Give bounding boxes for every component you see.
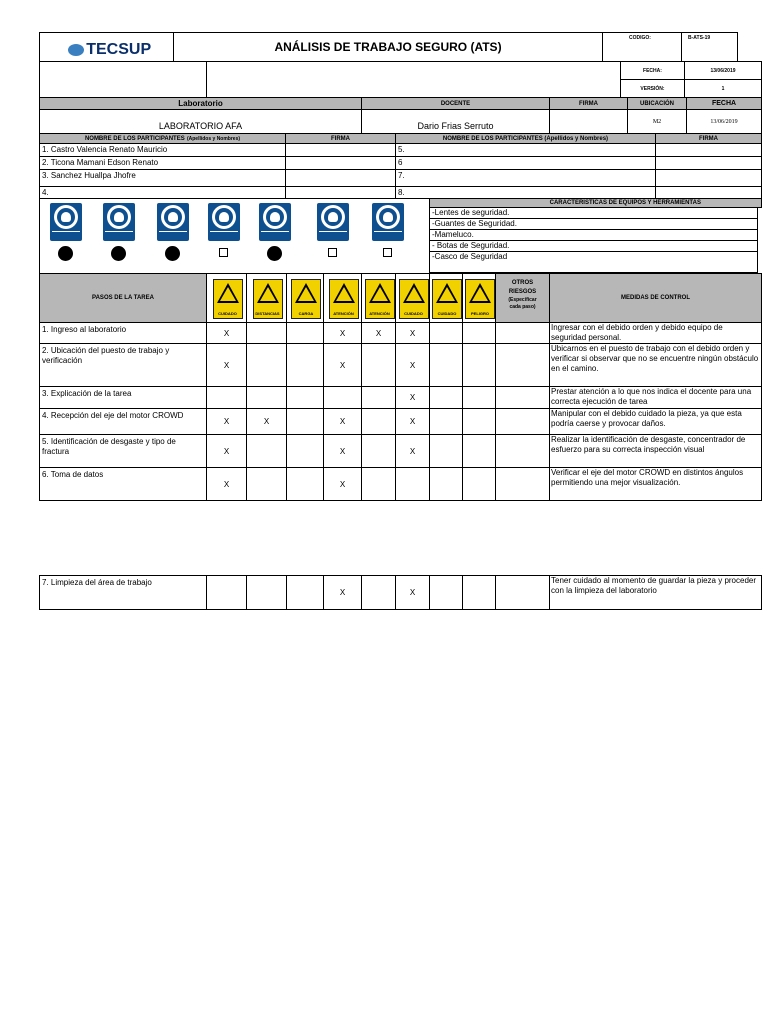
hazard-mark-cell xyxy=(462,322,496,344)
hazard-mark-cell xyxy=(246,575,287,610)
fecha-label: FECHA: xyxy=(643,67,662,74)
hazard-mark-cell xyxy=(286,322,324,344)
pasos-header xyxy=(39,273,207,323)
hazard-mark-cell xyxy=(246,322,287,344)
control-measure-cell xyxy=(549,434,762,468)
participant-name-cell xyxy=(395,169,656,187)
warning-sign-label: DISTANCIAS xyxy=(255,311,280,316)
participant-firma-cell xyxy=(285,143,396,157)
helmet-icon xyxy=(50,203,82,241)
hazard-mark-cell xyxy=(206,467,247,501)
warning-sign-cell xyxy=(206,273,247,323)
control-measure-cell xyxy=(549,322,762,344)
participant-name: 7. xyxy=(398,171,405,180)
control-measure: Ubicarnos en el puesto de trabajo con el debido orden y verificar si observar que no se encuentre ningún obstáculo en el camino. xyxy=(551,344,759,373)
equipment-item: - Botas de Seguridad. xyxy=(432,241,510,250)
fecha-value: 13/06/2019 xyxy=(710,67,736,74)
header-logo-cell xyxy=(39,32,174,62)
hazard-mark-cell xyxy=(323,386,362,409)
participant-name-cell xyxy=(39,143,286,157)
hazard-mark-cell xyxy=(395,467,430,501)
otros-label-4: cada paso) xyxy=(509,304,536,310)
hazard-mark-cell xyxy=(246,434,287,468)
medidas-label: MEDIDAS DE CONTROL xyxy=(621,295,690,301)
hazard-mark: X xyxy=(339,417,346,426)
participant-name: 4. xyxy=(42,188,49,197)
warning-sign-icon xyxy=(432,279,462,319)
fecha-label-cell xyxy=(620,61,685,80)
hazard-mark: X xyxy=(409,417,416,426)
hazard-mark-cell xyxy=(462,575,496,610)
hazard-mark-cell xyxy=(206,434,247,468)
equipment-item: -Guantes de Seguridad. xyxy=(432,219,517,228)
hazard-mark-cell xyxy=(462,343,496,387)
laboratorio-value: LABORATORIO AFA xyxy=(158,121,243,131)
hazard-mark-cell xyxy=(206,343,247,387)
gloves-icon xyxy=(259,203,291,241)
warning-sign-label: CARGA xyxy=(298,311,314,316)
laboratorio-label: Laboratorio xyxy=(178,99,223,108)
boots-icon xyxy=(157,203,189,241)
task-step: 7. Limpieza del área de trabajo xyxy=(42,578,152,587)
hazard-mark: X xyxy=(223,417,230,426)
hazard-mark: X xyxy=(339,360,346,370)
hazard-mark-cell xyxy=(286,467,324,501)
laboratorio-value-cell xyxy=(39,109,362,134)
blank-logo-row-cell xyxy=(39,61,207,98)
otros-label-3: (Especificar xyxy=(508,297,537,303)
docente-value: Dario Frias Serruto xyxy=(417,121,494,131)
participant-name: 6 xyxy=(398,158,403,167)
hazard-mark-cell xyxy=(361,434,396,468)
otros-riesgos-cell xyxy=(495,322,550,344)
ubicacion-value-cell xyxy=(627,109,687,134)
hazard-mark-cell xyxy=(395,434,430,468)
otros-label-2: RIESGOS xyxy=(508,289,537,295)
checkbox-empty[interactable] xyxy=(219,248,228,257)
control-measure-cell xyxy=(549,467,762,501)
tecsup-logo xyxy=(68,41,151,59)
fecha-info-value-cell xyxy=(686,109,762,134)
otros-riesgos-cell xyxy=(495,386,550,409)
warning-sign-cell xyxy=(246,273,287,323)
control-measure: Realizar la identificación de desgaste, concentrador de esfuerzo para su correcta inspección visual xyxy=(551,435,746,454)
participant-firma-cell xyxy=(285,156,396,170)
task-step: 1. Ingreso al laboratorio xyxy=(42,325,127,334)
task-step-cell xyxy=(39,343,207,387)
warning-sign-label: ATENCIÓN xyxy=(369,311,390,316)
otros-riesgos-header xyxy=(495,273,550,323)
ubicacion-value: M2 xyxy=(652,118,662,125)
filled-mark-icon xyxy=(58,246,73,261)
hazard-mark-cell xyxy=(395,386,430,409)
warning-sign-label: CUIDADO xyxy=(437,311,457,316)
hazard-mark-cell xyxy=(246,343,287,387)
hazard-mark: X xyxy=(223,446,230,456)
docente-value-cell xyxy=(361,109,550,134)
version-label-cell xyxy=(620,79,685,98)
hazard-mark-cell xyxy=(361,408,396,435)
filled-mark-icon xyxy=(111,246,126,261)
warning-sign-cell xyxy=(323,273,362,323)
hazard-mark-cell xyxy=(429,408,463,435)
task-step: 4. Recepción del eje del motor CROWD xyxy=(42,411,184,420)
blank-title-row-cell xyxy=(206,61,621,98)
otros-label-1: OTROS xyxy=(511,280,534,286)
task-step-cell xyxy=(39,408,207,435)
hazard-mark-cell xyxy=(361,322,396,344)
control-measure-cell xyxy=(549,575,762,610)
participant-name-cell xyxy=(39,169,286,187)
hazard-mark-cell xyxy=(462,386,496,409)
hazard-mark-cell xyxy=(395,322,430,344)
control-measure: Tener cuidado al momento de guardar la pieza y proceder con la limpieza del laboratorio xyxy=(551,576,757,595)
medidas-header xyxy=(549,273,762,323)
hazard-mark: X xyxy=(339,588,346,597)
warning-sign-icon xyxy=(291,279,321,319)
hazard-mark: X xyxy=(223,479,230,489)
hazard-mark-cell xyxy=(361,467,396,501)
warning-sign-cell xyxy=(361,273,396,323)
hazard-mark-cell xyxy=(429,434,463,468)
codigo-label-cell xyxy=(602,32,682,62)
hazard-mark-cell xyxy=(429,322,463,344)
participants-firma-right-label: FIRMA xyxy=(699,135,718,142)
hazard-mark-cell xyxy=(323,343,362,387)
warning-sign-cell xyxy=(286,273,324,323)
hazard-mark-cell xyxy=(429,343,463,387)
hazard-mark: X xyxy=(339,479,346,489)
docente-label: DOCENTE xyxy=(440,100,471,107)
document-title-cell xyxy=(173,32,603,62)
hazard-mark-cell xyxy=(395,408,430,435)
equipment-item: -Lentes de seguridad. xyxy=(432,208,510,217)
face-shield-icon xyxy=(317,203,349,241)
participant-name: 3. Sanchez Huallpa Jhofre xyxy=(42,171,136,180)
participant-name: 8. xyxy=(398,188,405,197)
hazard-mark-cell xyxy=(286,408,324,435)
goggles-icon xyxy=(103,203,135,241)
otros-riesgos-cell xyxy=(495,343,550,387)
hazard-mark-cell xyxy=(395,575,430,610)
warning-sign-icon xyxy=(253,279,283,319)
mask-icon xyxy=(372,203,404,241)
participants-firma-left-label: FIRMA xyxy=(331,135,350,142)
participant-firma-cell xyxy=(655,156,762,170)
warning-sign-icon xyxy=(213,279,243,319)
logo-mark-icon xyxy=(68,44,84,56)
hazard-mark-cell xyxy=(361,343,396,387)
task-step: 3. Explicación de la tarea xyxy=(42,389,132,398)
warning-sign-label: CUIDADO xyxy=(218,311,237,316)
fecha-value-cell xyxy=(684,61,762,80)
hazard-mark-cell xyxy=(286,575,324,610)
equipment-item-cell xyxy=(429,251,758,273)
hazard-mark-cell xyxy=(462,467,496,501)
task-step-cell xyxy=(39,322,207,344)
hazard-mark-cell xyxy=(323,575,362,610)
document-title: ANÁLISIS DE TRABAJO SEGURO (ATS) xyxy=(274,40,502,54)
hazard-mark-cell xyxy=(361,575,396,610)
control-measure: Prestar atención a lo que nos indica el docente para una correcta ejecución de tarea xyxy=(551,387,752,406)
control-measure-cell xyxy=(549,343,762,387)
otros-riesgos-cell xyxy=(495,408,550,435)
hazard-mark-cell xyxy=(323,408,362,435)
hazard-mark-cell xyxy=(429,386,463,409)
participants-left-small: (Apellidos y Nombres) xyxy=(186,135,241,142)
equipment-item: -Casco de Seguridad xyxy=(432,252,508,261)
checkbox-empty[interactable] xyxy=(328,248,337,257)
warning-sign-icon xyxy=(399,279,429,319)
hazard-mark-cell xyxy=(361,386,396,409)
ear-protection-icon xyxy=(208,203,240,241)
participant-firma-cell xyxy=(655,143,762,157)
participant-name: 2. Ticona Mamani Edson Renato xyxy=(42,158,159,167)
warning-sign-icon xyxy=(465,279,495,319)
firma-label: FIRMA xyxy=(579,100,598,107)
hazard-mark: X xyxy=(409,328,416,338)
hazard-mark-cell xyxy=(206,386,247,409)
otros-riesgos-cell xyxy=(495,434,550,468)
codigo-label: CODIGO: xyxy=(629,35,651,41)
hazard-mark: X xyxy=(223,328,230,338)
filled-mark-icon xyxy=(267,246,282,261)
hazard-mark-cell xyxy=(286,386,324,409)
warning-sign-label: ATENCIÓN xyxy=(333,311,354,316)
warning-sign-icon xyxy=(365,279,395,319)
participant-name-cell xyxy=(39,156,286,170)
hazard-mark: X xyxy=(263,417,270,426)
version-value: 1 xyxy=(721,85,725,92)
otros-riesgos-cell xyxy=(495,467,550,501)
hazard-mark-cell xyxy=(246,408,287,435)
hazard-mark: X xyxy=(339,328,346,338)
firma-value-cell xyxy=(549,109,628,134)
hazard-mark-cell xyxy=(462,434,496,468)
task-step-cell xyxy=(39,467,207,501)
hazard-mark-cell xyxy=(286,434,324,468)
warning-sign-icon xyxy=(329,279,359,319)
hazard-mark-cell xyxy=(206,575,247,610)
hazard-mark: X xyxy=(339,446,346,456)
logo-text: TECSUP xyxy=(86,41,152,58)
warning-sign-label: CUIDADO xyxy=(404,311,423,316)
control-measure-cell xyxy=(549,408,762,435)
hazard-mark-cell xyxy=(323,434,362,468)
hazard-mark: X xyxy=(409,393,416,402)
participant-name: 5. xyxy=(398,145,405,154)
ubicacion-label: UBICACIÓN xyxy=(640,100,674,107)
hazard-mark-cell xyxy=(462,408,496,435)
participant-name: 1. Castro Valencia Renato Mauricio xyxy=(42,145,168,154)
codigo-value: B-ATS-19 xyxy=(688,35,711,41)
participant-name-cell xyxy=(395,156,656,170)
fecha-info-label: FECHA xyxy=(711,100,737,107)
warning-sign-label: PELIGRO xyxy=(470,311,489,316)
hazard-mark-cell xyxy=(429,467,463,501)
hazard-mark-cell xyxy=(323,322,362,344)
hazard-mark: X xyxy=(409,446,416,456)
task-step: 2. Ubicación del puesto de trabajo y verificación xyxy=(42,346,170,365)
warning-sign-cell xyxy=(462,273,496,323)
participant-name-cell xyxy=(395,143,656,157)
codigo-value-cell xyxy=(681,32,738,62)
task-step-cell xyxy=(39,434,207,468)
equipment-title: CARACTERISTICAS DE EQUIPOS Y HERRAMIENTAS xyxy=(549,200,701,206)
hazard-mark-cell xyxy=(286,343,324,387)
task-step: 5. Identificación de desgaste y tipo de fractura xyxy=(42,437,176,456)
filled-mark-icon xyxy=(165,246,180,261)
hazard-mark-cell xyxy=(395,343,430,387)
task-step-cell xyxy=(39,386,207,409)
control-measure: Verificar el eje del motor CROWD en distintos ángulos permitiendo una mejor visualización. xyxy=(551,468,744,487)
checkbox-empty[interactable] xyxy=(383,248,392,257)
fecha-info-value: 13/06/2019 xyxy=(710,118,738,125)
participant-firma-cell xyxy=(655,169,762,187)
hazard-mark-cell xyxy=(206,322,247,344)
participant-firma-cell xyxy=(285,169,396,187)
task-step-cell xyxy=(39,575,207,610)
hazard-mark-cell xyxy=(323,467,362,501)
control-measure: Ingresar con el debido orden y debido equipo de seguridad personal. xyxy=(551,323,723,342)
otros-riesgos-cell xyxy=(495,575,550,610)
pasos-label: PASOS DE LA TAREA xyxy=(92,295,154,301)
hazard-mark-cell xyxy=(429,575,463,610)
warning-sign-cell xyxy=(395,273,430,323)
hazard-mark: X xyxy=(409,360,416,370)
control-measure: Manipular con el debido cuidado la pieza, ya que esta podría caerse y provocar daños. xyxy=(551,409,742,428)
version-value-cell xyxy=(684,79,762,98)
hazard-mark: X xyxy=(223,360,230,370)
hazard-mark-cell xyxy=(206,408,247,435)
hazard-mark: X xyxy=(409,588,416,597)
participants-left-label: NOMBRE DE LOS PARTICIPANTES xyxy=(84,135,185,142)
participants-right-label: NOMBRE DE LOS PARTICIPANTES (Apellidos y Nombres) xyxy=(442,135,609,142)
warning-sign-cell xyxy=(429,273,463,323)
hazard-mark-cell xyxy=(246,386,287,409)
hazard-mark: X xyxy=(375,328,382,338)
equipment-item: -Mameluco. xyxy=(432,230,474,239)
control-measure-cell xyxy=(549,386,762,409)
task-step: 6. Toma de datos xyxy=(42,470,104,479)
version-label: VERSIÓN: xyxy=(640,85,665,92)
hazard-mark-cell xyxy=(246,467,287,501)
